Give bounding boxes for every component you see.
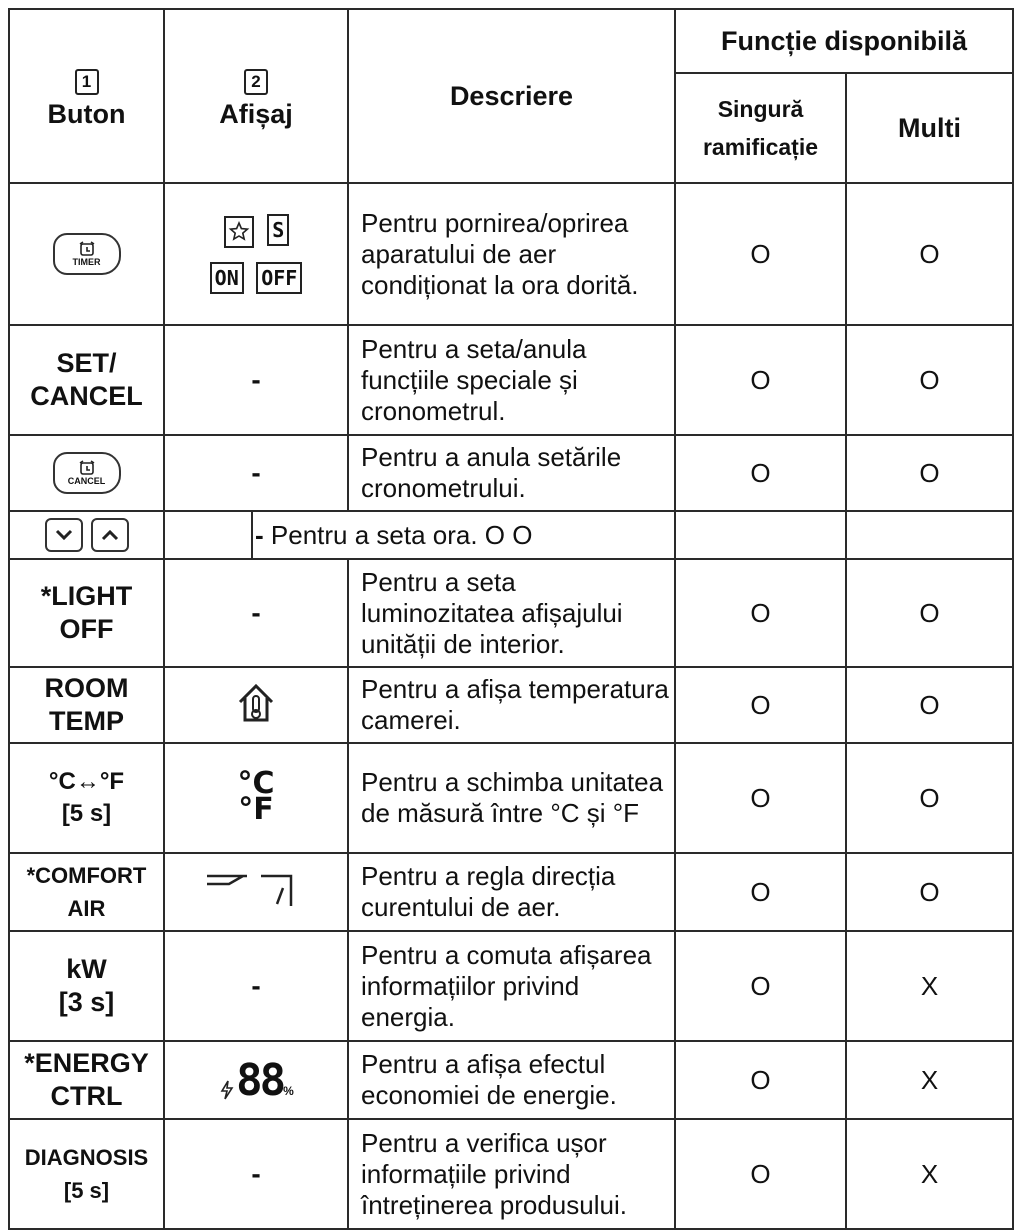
celsius-indicator: °C: [237, 766, 275, 801]
single-availability: O: [675, 435, 846, 511]
button-line-2: [5 s]: [63, 1178, 110, 1203]
table-row: [9, 183, 1013, 325]
light-off-button-label: [9, 559, 164, 667]
diagnosis-button-label: [9, 1119, 164, 1229]
lcd-on-label: ON: [210, 262, 244, 294]
button-column-number: 1: [75, 69, 99, 95]
timer-display-icons: [164, 183, 348, 325]
display-dash: -: [255, 519, 264, 550]
lcd-off-label: OFF: [256, 262, 302, 294]
temperature-unit-display: [164, 743, 348, 853]
table-row: [9, 853, 1013, 931]
arrow-buttons: [9, 511, 164, 559]
button-line-1: SET/: [56, 348, 117, 378]
multi-availability: X: [846, 1041, 1013, 1119]
table-row: [9, 559, 1013, 667]
row-description: Pentru a schimba unitatea de măsură între °C și °F: [348, 743, 675, 853]
celsius-fahrenheit-button-label: [9, 743, 164, 853]
chevron-down-icon: [45, 518, 83, 552]
button-line-2: AIR: [67, 896, 106, 921]
row-description: Pentru a afișa temperatura camerei.: [348, 667, 675, 743]
chevron-up-icon: [91, 518, 129, 552]
function-table: [8, 8, 1014, 1230]
cancel-timer-button-icon: [9, 435, 164, 511]
display-dash: -: [164, 435, 348, 511]
button-line-2: OFF: [59, 614, 114, 644]
header-single: Singură ramificație: [675, 73, 846, 183]
row-description-text: Pentru a seta ora. O O: [270, 519, 533, 550]
single-availability: O: [675, 931, 846, 1041]
fahrenheit-indicator: °F: [238, 792, 274, 827]
button-line-2: [3 s]: [58, 987, 115, 1017]
table-row: [9, 325, 1013, 435]
row-description: Pentru a seta luminozitatea afișajului unității de interior.: [348, 559, 675, 667]
energy-display-icon: [164, 1041, 348, 1119]
table-row: [9, 667, 1013, 743]
single-availability: O: [675, 667, 846, 743]
empty-cell: [846, 511, 1013, 559]
kw-button-label: [9, 931, 164, 1041]
row-description: Pentru pornirea/oprirea aparatului de aer condiționat la ora dorită.: [348, 183, 675, 325]
row-description: Pentru a comuta afișarea informațiilor privind energia.: [348, 931, 675, 1041]
energy-ctrl-button-label: [9, 1041, 164, 1119]
thermometer-house-icon: [164, 667, 348, 743]
multi-availability: O: [846, 325, 1013, 435]
header-display: [164, 9, 348, 183]
button-line-2: [5 s]: [61, 800, 112, 827]
header-display-label: Afișaj: [219, 99, 293, 129]
single-availability: O: [675, 1119, 846, 1229]
single-availability: O: [675, 1041, 846, 1119]
empty-cell: [675, 511, 846, 559]
button-line-1: *LIGHT: [40, 581, 133, 611]
row-description: Pentru a verifica ușor informațiile privind întreținerea produsului.: [348, 1119, 675, 1229]
header-function-available: Funcție disponibilă: [675, 9, 1013, 73]
button-line-1: °C↔°F: [48, 768, 125, 795]
multi-availability: O: [846, 667, 1013, 743]
display-dash: -: [164, 325, 348, 435]
timer-button-icon: [9, 183, 164, 325]
table-row: [9, 511, 1013, 559]
table-row: [9, 435, 1013, 511]
single-availability: O: [675, 183, 846, 325]
multi-availability: O: [846, 743, 1013, 853]
button-line-1: DIAGNOSIS: [24, 1145, 149, 1170]
display-column-number: 2: [244, 69, 268, 95]
energy-digits: 88: [236, 1054, 284, 1106]
star-icon: [224, 216, 254, 248]
single-availability: O: [675, 743, 846, 853]
button-line-2: TEMP: [48, 706, 124, 736]
button-line-1: ROOM: [44, 673, 129, 703]
table-row: [9, 743, 1013, 853]
display-dash: -: [164, 1119, 348, 1229]
row-description: Pentru a afișa efectul economiei de energie.: [348, 1041, 675, 1119]
table-row: [9, 1119, 1013, 1229]
multi-availability: O: [846, 435, 1013, 511]
single-availability: O: [675, 325, 846, 435]
header-button-label: Buton: [47, 99, 126, 129]
button-line-2: CANCEL: [30, 381, 143, 411]
single-availability: O: [675, 559, 846, 667]
comfort-air-button-label: [9, 853, 164, 931]
row-description-inline: [255, 520, 532, 550]
multi-availability: X: [846, 931, 1013, 1041]
multi-availability: O: [846, 853, 1013, 931]
header-button: [9, 9, 164, 183]
button-line-1: kW: [66, 954, 107, 984]
button-line-1: *COMFORT: [26, 863, 147, 888]
display-dash: -: [164, 931, 348, 1041]
airflow-direction-icon: [164, 853, 348, 931]
display-dash: -: [164, 559, 348, 667]
row-description: Pentru a regla direcția curentului de aer.: [348, 853, 675, 931]
multi-availability: O: [846, 559, 1013, 667]
header-description: Descriere: [348, 9, 675, 183]
row-description: Pentru a seta/anula funcțiile speciale și cronometrul.: [348, 325, 675, 435]
table-row: [9, 931, 1013, 1041]
arrow-row-text-cell: [164, 511, 675, 559]
button-line-2: CTRL: [50, 1081, 123, 1111]
room-temp-button-label: [9, 667, 164, 743]
lcd-s-label: S: [267, 214, 289, 246]
table-row: [9, 1041, 1013, 1119]
button-line-1: *ENERGY: [24, 1048, 149, 1078]
cancel-button-label: CANCEL: [67, 476, 106, 486]
header-multi: Multi: [846, 73, 1013, 183]
multi-availability: O: [846, 183, 1013, 325]
row-description: Pentru a anula setările cronometrului.: [348, 435, 675, 511]
timer-button-label: TIMER: [72, 257, 101, 267]
set-cancel-button-label: [9, 325, 164, 435]
single-availability: O: [675, 853, 846, 931]
multi-availability: X: [846, 1119, 1013, 1229]
energy-percent: %: [283, 1083, 294, 1098]
